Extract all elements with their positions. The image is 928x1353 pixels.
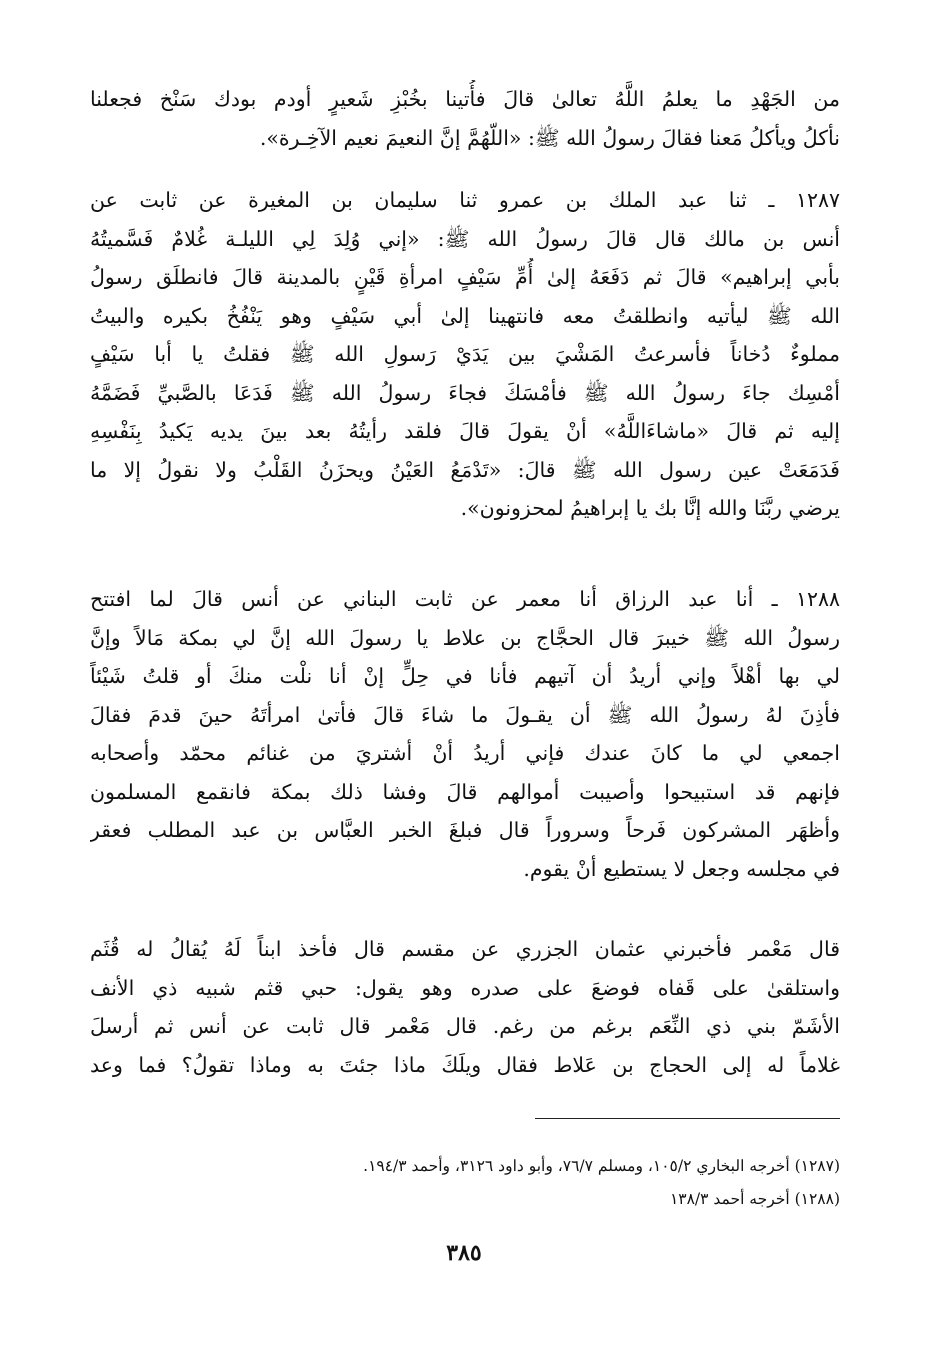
text-line: واستلقىٰ على قَفاه فوضعَ على صدره وهو يقول: حبي قثم شبيه ذي الأنف (90, 975, 840, 1000)
text-line: ١٢٨٧ ـ ثنا عبد الملك بن عمرو ثنا سليمان بن المغيرة عن ثابت عن (90, 188, 840, 212)
text-line: فإنهم قد استبيحوا وأصيبت أموالهم قالَ وفشا ذلك بمكة فانقمع المسلمون (90, 779, 840, 804)
paragraph-continuation (90, 80, 840, 157)
paragraph-mamar (90, 930, 840, 1084)
text-line: فَدَمَعَتْ عين رسول الله ﷺ قالَ: «تَدْمَعُ العَيْنُ ويحزَنُ القَلْبُ ولا نقولُ إلا ما (90, 457, 840, 482)
text-line: الله ﷺ ليأتيه وانطلقتُ معه فانتهينا إلىٰ أبي سَيْفٍ وهو يَنْفُخُ بكيره والبيتُ (90, 303, 840, 328)
text-line: الأشَمّ بني ذي النِّعَم برغم من رغم. قال مَعْمر قال ثابت عن أنس ثم أرسلَ (90, 1014, 840, 1038)
text-line: يرضي ربَّنَا والله إنَّا بك يا إبراهيمُ لمحزونون». (460, 496, 840, 520)
text-line: في مجلسه وجعل لا يستطيع أنْ يقوم. (523, 856, 840, 881)
text-line: لي بها أهْلاً وإني أريدُ أن آتيهم فأنا في حِلٍّ إنْ أنا نلْت منكَ أو قلتُ شَيْئاً (90, 664, 840, 688)
footnote-1287: (١٢٨٧) أخرجه البخاري ١٠٥/٢، ومسلم ٧٦/٧، وأبو داود ٣١٢٦، وأحمد ١٩٤/٣. (363, 1157, 840, 1175)
footnote-divider (535, 1118, 840, 1119)
text-line: من الجَهْدِ ما يعلمُ اللَّهُ تعالىٰ قالَ فأُتينا بخُبْزِ شَعيرٍ أودم بودك سَنْخ فجعلنا (90, 87, 840, 111)
text-line: اجمعي لي ما كانَ عندك فإني أريدُ أنْ أشتريَ من غنائم محمّد وأصحابه (90, 741, 840, 765)
text-line: أمْسِك جاءَ رسولُ الله ﷺ فأمْسَكَ فجاءَ رسولُ الله ﷺ فَدَعَا بالصَّبيِّ فَضَمَّهُ (90, 380, 840, 405)
hadith-1287 (90, 181, 840, 528)
text-line: قال مَعْمر فأخبرني عثمان الجزري عن مقسم قال فأخذ ابناً لَهُ يُقالُ له قُثَم (90, 937, 840, 961)
text-line: مملوءٌ دُخاناً فأسرعتُ المَشْيَ بين يَدَيْ رَسولِ الله ﷺ فقلتُ يا أبا سَيْفٍ (90, 342, 840, 366)
text-line: ١٢٨٨ ـ أنا عبد الرزاق أنا معمر عن ثابت البناني عن أنس قالَ لما افتتح (90, 587, 840, 611)
footnote-1288: (١٢٨٨) أخرجه أحمد ١٣٨/٣ (669, 1190, 840, 1208)
text-line: رسولُ الله ﷺ خيبرَ قال الحجَّاج بن علاط يا رسولَ الله إنَّ لي بمكة مَالاً وإنَّ (90, 625, 840, 650)
footnotes (90, 1150, 840, 1216)
hadith-1288 (90, 580, 840, 888)
text-line: إليه ثم قالَ «ماشاءَاللَّهُ» أنْ يقولَ قالَ فلقد رأيتُهُ بعد بينَ يديه يَكيدُ بِنَفْسِهِ (90, 419, 840, 443)
text-line: أنس بن مالك قال قالَ رسولُ الله ﷺ: «إني وُلِدَ لِي الليلـة غُلامٌ فَسَّميتُهُ (90, 226, 840, 251)
text-line: وأظهَر المشركون فَرحاً وسروراً قال فبلغَ الخبر العبَّاس بن عبد المطلب فعقر (90, 818, 840, 842)
text-line: غلاماً له إلى الحجاج بن عَلاط فقال ويلَكَ ماذا جئتَ به وماذا تقولُ؟ فما وعد (90, 1052, 840, 1077)
text-line: فأذِنَ لهُ رسولُ الله ﷺ أن يقـولَ ما شاءَ قالَ فأتىٰ امرأتَهُ حينَ قدمَ فقالَ (90, 702, 840, 727)
text-line: نأكلُ ويأكلُ مَعنا فقالَ رسولُ الله ﷺ: «اللّهُمَّ إنَّ النعيمَ نعيم الآخِـرة». (259, 125, 840, 150)
page-number: ٣٨٥ (446, 1240, 482, 1266)
text-line: بأبي إبراهيم» قالَ ثم دَفَعَهُ إلىٰ أُمِّ سَيْفٍ امرأةِ قَيْنٍ بالمدينة قالَ فانطلَق رسولُ (90, 265, 840, 289)
